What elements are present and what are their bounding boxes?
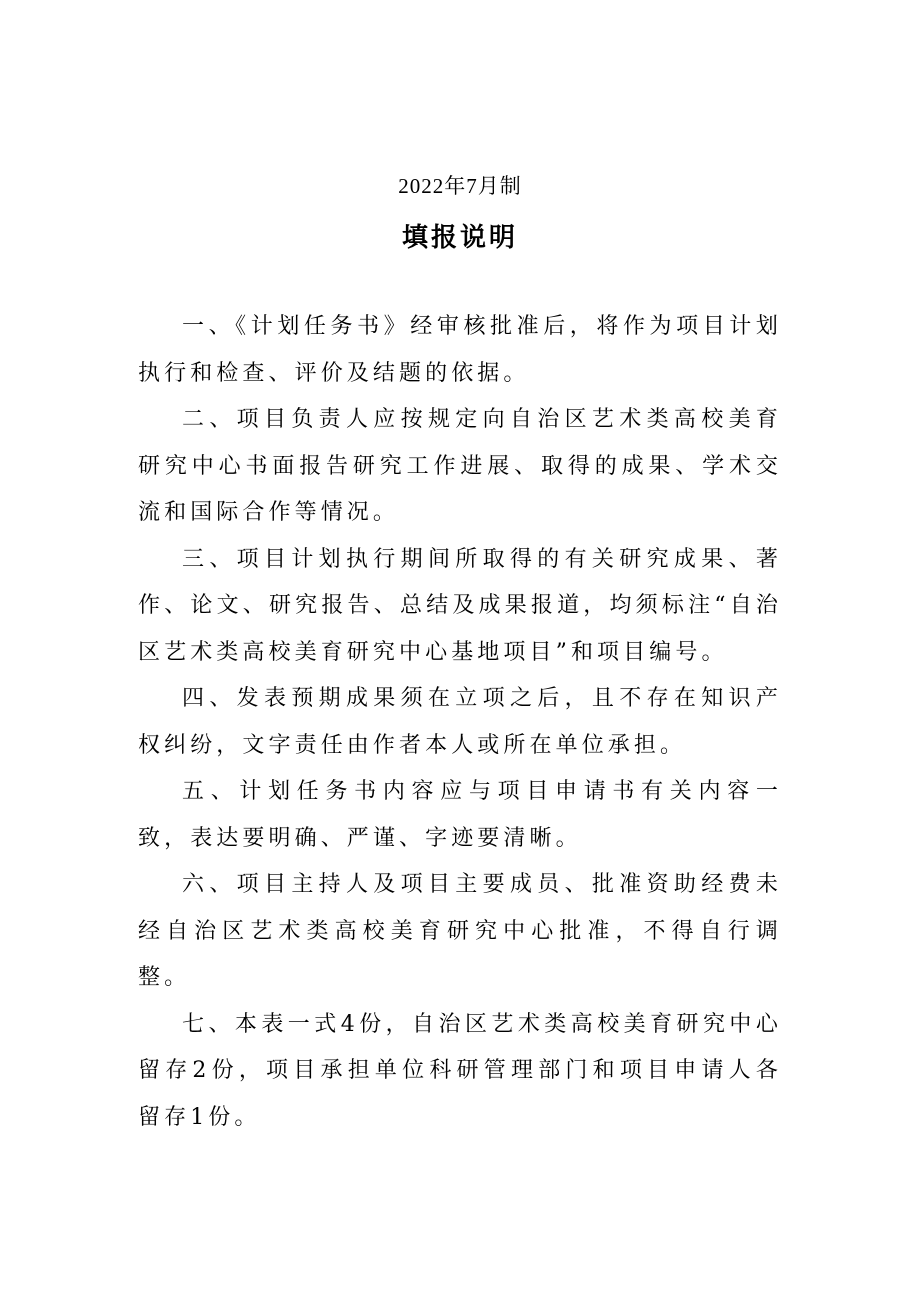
instruction-item-1: 一、《计划任务书》经审核批准后，将作为项目计划执行和检查、评价及结题的依据。 — [138, 314, 782, 386]
instruction-item-2: 二、项目负责人应按规定向自治区艺术类高校美育研究中心书面报告研究工作进展、取得的成果、学术交流和国际合作等情况。 — [138, 407, 782, 525]
instruction-item-7: 七、本表一式4份，自治区艺术类高校美育研究中心留存2份，项目承担单位科研管理部门和项目申请人各留存1份。 — [138, 1011, 782, 1130]
page-title: 填报说明 — [401, 223, 518, 253]
instruction-item-4: 四、发表预期成果须在立项之后，且不存在知识产权纠纷，文字责任由作者本人或所在单位承担。 — [138, 686, 782, 758]
instruction-item-5: 五、计划任务书内容应与项目申请书有关内容一致，表达要明确、严谨、字迹要清晰。 — [138, 779, 782, 851]
instruction-item-6: 六、项目主持人及项目主要成员、批准资助经费未经自治区艺术类高校美育研究中心批准，不得自行调整。 — [138, 872, 782, 990]
instructions-body — [138, 304, 782, 1141]
instruction-item-3: 三、项目计划执行期间所取得的有关研究成果、著作、论文、研究报告、总结及成果报道，均须标注“自治区艺术类高校美育研究中心基地项目”和项目编号。 — [138, 546, 782, 665]
document-date: 2022年7月制 — [398, 174, 522, 198]
